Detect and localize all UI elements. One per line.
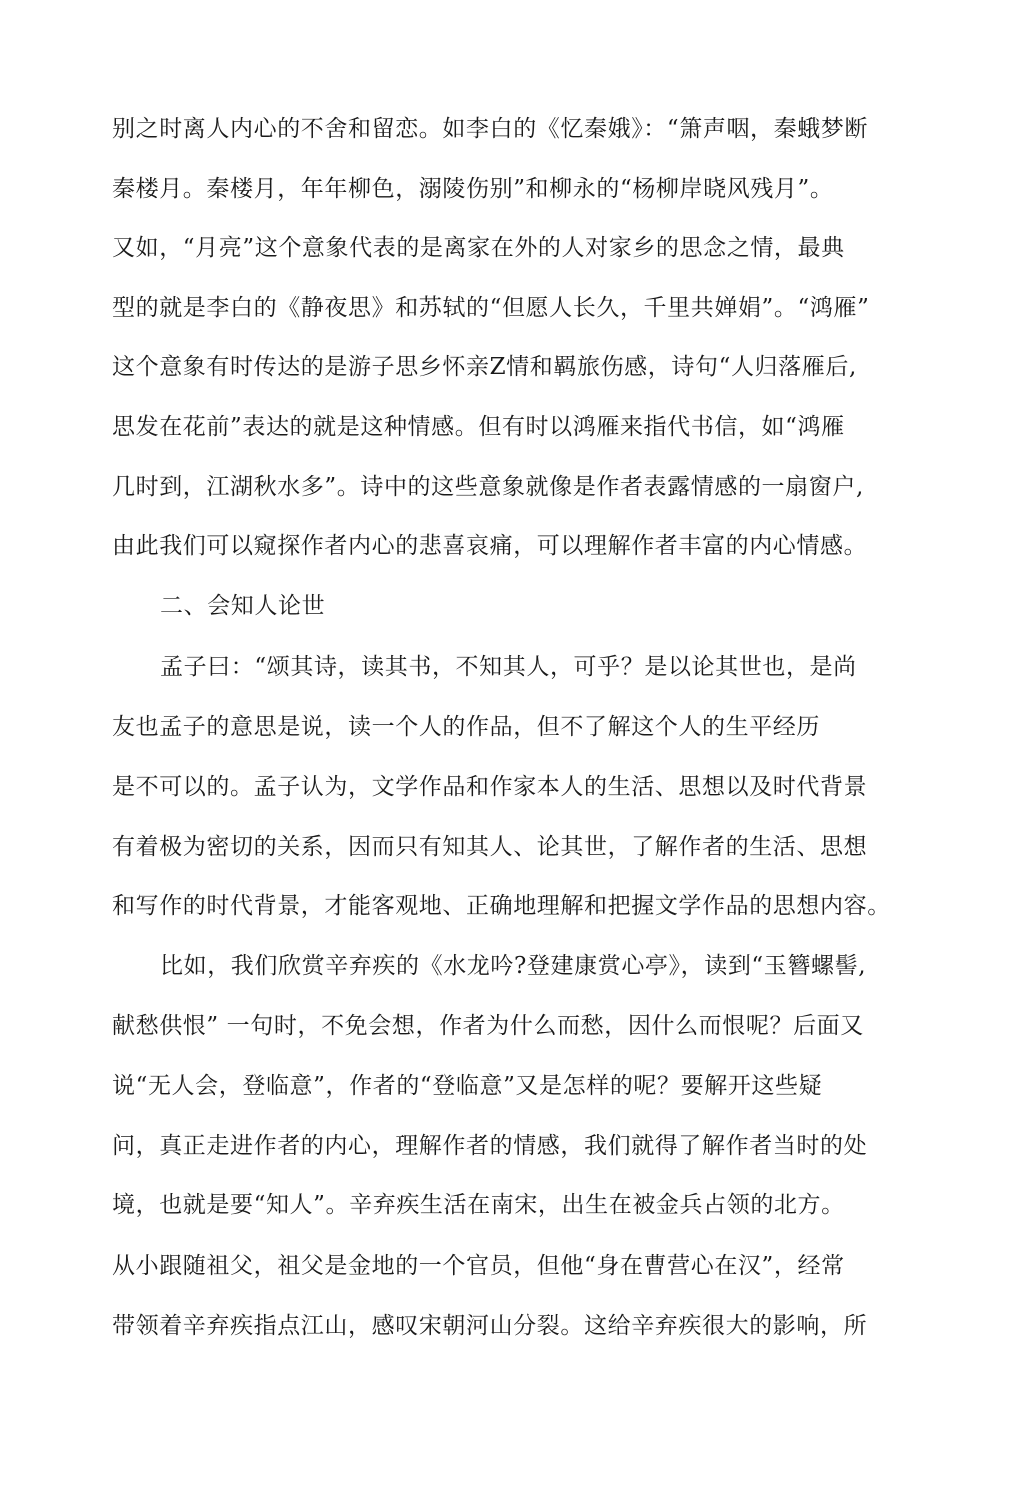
text-line: 说“无人会，登临意”，作者的“登临意”又是怎样的呢？要解开这些疑 [112,1073,823,1099]
text-line: 孟子曰：“颂其诗，读其书，不知其人，可乎？是以论其世也，是尚 [160,654,857,680]
text-line: 型的就是李白的《静夜思》和苏轼的“但愿人长久，千里共婵娟”。“鸿雁” [112,295,870,321]
text-line: 这个意象有时传达的是游子思乡怀亲Z情和羁旅伤感，诗句“人归落雁后, [112,354,857,380]
text-line: 秦楼月。秦楼月，年年柳色，溺陵伤别”和柳永的“杨柳岸晓风残月”。 [112,176,834,202]
text-line: 问，真正走进作者的内心，理解作者的情感，我们就得了解作者当时的处 [112,1133,868,1159]
text-line: 又如，“月亮”这个意象代表的是离家在外的人对家乡的思念之情，最典 [112,235,845,261]
text-line: 比如，我们欣赏辛弃疾的《水龙吟?登建康赏心亭》，读到“玉簪螺髻, [160,953,867,979]
text-line: 友也孟子的意思是说，读一个人的作品，但不了解这个人的生平经历 [112,714,820,740]
text-line: 几时到，江湖秋水多”。诗中的这些意象就像是作者表露情感的一扇窗户, [112,474,864,500]
text-line: 从小跟随祖父，祖父是金地的一个官员，但他“身在曹营心在汉”，经常 [112,1253,845,1279]
text-line: 境，也就是要“知人”。辛弃疾生活在南宋，出生在被金兵占领的北方。 [112,1192,845,1218]
text-line: 和写作的时代背景，才能客观地、正确地理解和把握文学作品的思想内容。 [112,893,891,919]
text-line: 有着极为密切的关系，因而只有知其人、论其世，了解作者的生活、思想 [112,834,868,860]
text-line: 带领着辛弃疾指点江山，感叹宋朝河山分裂。这给辛弃疾很大的影响，所 [112,1313,868,1339]
text-line: 别之时离人内心的不舍和留恋。如李白的《忆秦娥》：“箫声咽，秦蛾梦断 [112,116,869,142]
text-line: 由此我们可以窥探作者内心的悲喜哀痛，可以理解作者丰富的内心情感。 [112,533,868,559]
text-line: 是不可以的。孟子认为，文学作品和作家本人的生活、思想以及时代背景 [112,774,868,800]
text-line: 献愁供恨” 一句时，不免会想，作者为什么而愁，因什么而恨呢？后面又 [112,1013,864,1039]
text-line: 思发在花前”表达的就是这种情感。但有时以鸿雁来指代书信，如“鸿雁 [112,414,845,440]
section-heading: 二、会知人论世 [160,593,326,619]
